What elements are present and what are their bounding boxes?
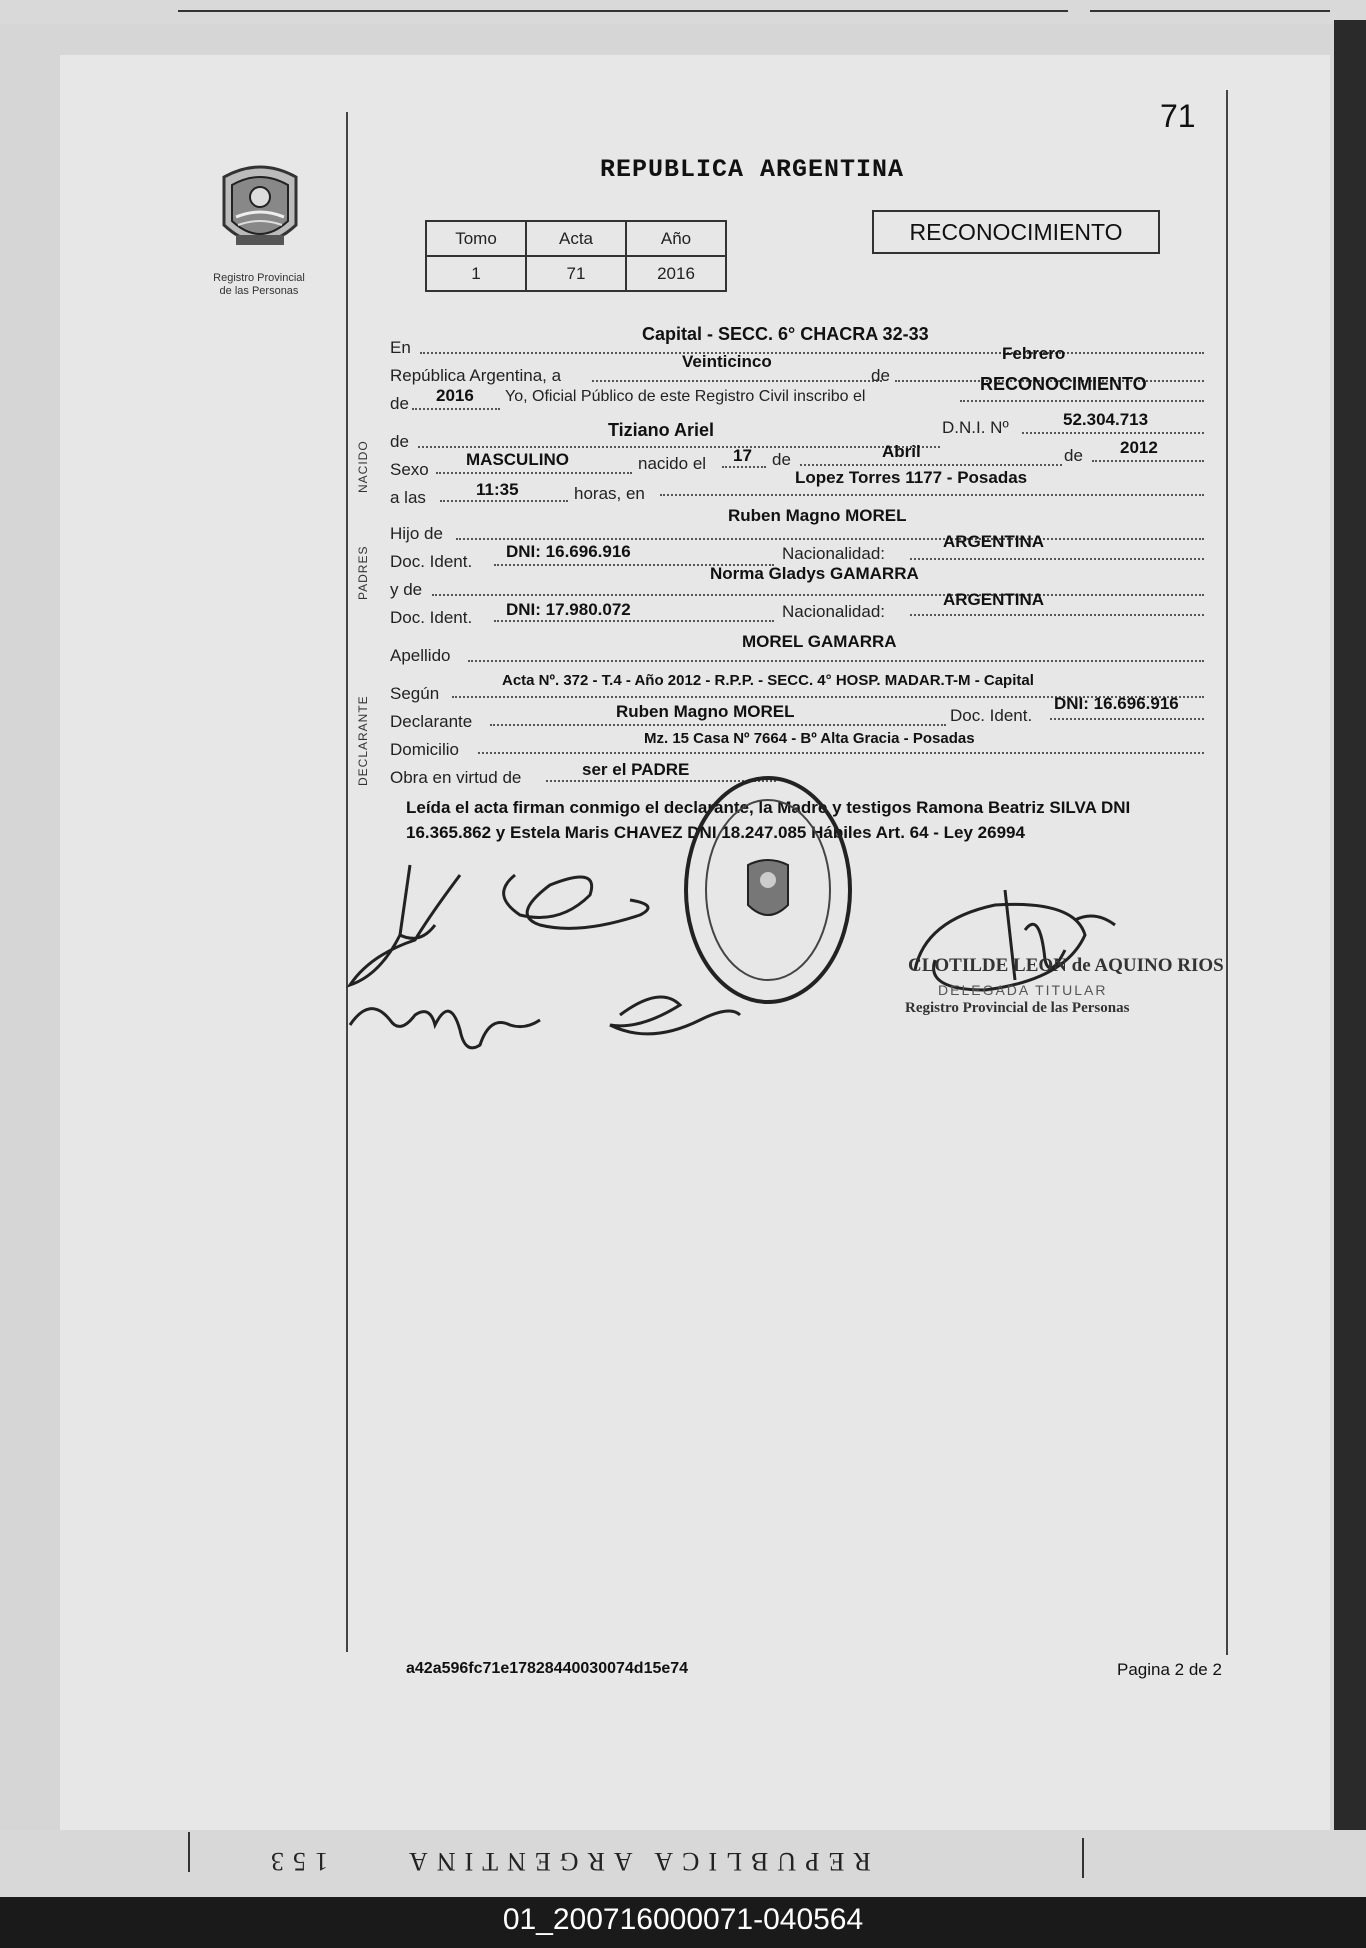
emblem-caption-line-1: Registro Provincial	[213, 272, 305, 284]
dotted-line	[960, 400, 1204, 402]
dotted-line	[494, 620, 774, 622]
label-de4: de	[772, 450, 791, 469]
value-en: Capital - SECC. 6° CHACRA 32-33	[642, 324, 929, 344]
label-doc1: Doc. Ident.	[390, 552, 473, 571]
record-type-box: RECONOCIMIENTO	[872, 210, 1160, 254]
label-de2: de	[390, 394, 409, 413]
dotted-line	[418, 446, 940, 448]
next-page-title: REPUBLICA ARGENTINA	[400, 1847, 871, 1876]
label-de5: de	[1064, 446, 1083, 465]
value-apellido: MOREL GAMARRA	[742, 632, 897, 651]
label-dni: D.N.I. Nº	[942, 418, 1009, 437]
scan-shadow	[1334, 20, 1366, 1840]
label-doc2: Doc. Ident.	[390, 608, 473, 627]
side-label-nacido: NACIDO	[356, 440, 370, 493]
dotted-line	[910, 558, 1204, 560]
label-yo: Yo, Oficial Público de este Registro Civil inscribo el	[505, 388, 866, 405]
file-identifier: 01_200716000071-040564	[502, 1903, 864, 1936]
record-table	[425, 220, 727, 292]
dotted-line	[660, 494, 1204, 496]
label-declarante: Declarante	[390, 712, 473, 731]
header-anio: Año	[626, 221, 726, 256]
next-page-number: 153	[262, 1847, 328, 1876]
value-father-nat: ARGENTINA	[943, 532, 1045, 551]
dotted-line	[490, 724, 946, 726]
value-year: 2016	[436, 386, 474, 405]
dotted-line	[592, 380, 882, 382]
document-title: REPUBLICA ARGENTINA	[600, 155, 905, 184]
label-nac2: Nacionalidad:	[782, 602, 886, 621]
dotted-line	[722, 466, 766, 468]
next-page-mark-right	[1082, 1838, 1084, 1878]
label-segun: Según	[390, 684, 440, 703]
pagination: Pagina 2 de 2	[1117, 1660, 1222, 1679]
value-acta: 71	[526, 256, 626, 291]
label-obra: Obra en virtud de	[390, 768, 522, 787]
page-number: 71	[1160, 98, 1196, 134]
next-page-mark	[188, 1832, 190, 1872]
official-office: Registro Provincial de las Personas	[905, 1000, 1130, 1016]
label-doc3: Doc. Ident.	[950, 706, 1033, 725]
header-acta: Acta	[526, 221, 626, 256]
dotted-line	[468, 660, 1204, 662]
value-father-doc: DNI: 16.696.916	[506, 542, 631, 561]
label-yde: y de	[390, 580, 423, 599]
label-en: En	[390, 338, 411, 357]
dotted-line	[420, 352, 1204, 354]
label-nac1: Nacionalidad:	[782, 544, 886, 563]
value-birth-time: 11:35	[476, 480, 519, 499]
value-birth-month: Abril	[882, 442, 921, 461]
side-label-padres: PADRES	[356, 545, 370, 600]
label-apellido: Apellido	[390, 646, 451, 665]
record-table-header	[426, 221, 726, 256]
label-hijo: Hijo de	[390, 524, 443, 543]
value-birth-day: 17	[733, 446, 752, 465]
dotted-line	[440, 500, 568, 502]
dotted-line	[432, 594, 1204, 596]
dotted-line	[478, 752, 1204, 754]
label-nacido: nacido el	[638, 454, 707, 473]
value-anio: 2016	[626, 256, 726, 291]
value-day: Veinticinco	[682, 352, 772, 371]
value-declarante-doc: DNI: 16.696.916	[1054, 694, 1179, 713]
official-seal-icon	[678, 770, 858, 1010]
dotted-line	[1050, 718, 1204, 720]
dotted-line	[1022, 432, 1204, 434]
label-republica: República Argentina, a	[390, 366, 562, 385]
dotted-line	[1092, 460, 1204, 462]
value-declarante: Ruben Magno MOREL	[616, 702, 795, 721]
label-de3: de	[390, 432, 409, 451]
header-tomo: Tomo	[426, 221, 526, 256]
dotted-line	[456, 538, 1204, 540]
value-sexo: MASCULINO	[466, 450, 569, 469]
dotted-line	[910, 614, 1204, 616]
official-name: CLOTILDE LEON de AQUINO RIOS	[908, 955, 1224, 976]
record-table-row	[426, 256, 726, 291]
official-role: DELEGADA TITULAR	[938, 982, 1108, 998]
value-mother-doc: DNI: 17.980.072	[506, 600, 631, 619]
side-label-declarante: DECLARANTE	[356, 695, 370, 786]
value-domicilio: Mz. 15 Casa Nº 7664 - Bº Alta Gracia - Posadas	[644, 730, 975, 747]
value-mother-nat: ARGENTINA	[943, 590, 1045, 609]
dotted-line	[800, 464, 1062, 466]
value-birth-place: Lopez Torres 1177 - Posadas	[795, 468, 1028, 487]
value-dni: 52.304.713	[1063, 410, 1149, 429]
closing-paragraph: Leída el acta firman conmigo el declarante, la Madre y testigos Ramona Beatriz SILVA DNI 16.365.862 y Estela Maris CHAVEZ DNI 18.247.085 Hábiles Art. 64 - Ley 26994	[406, 798, 1131, 842]
label-horas: horas, en	[574, 484, 645, 503]
label-domicilio: Domicilio	[390, 740, 459, 759]
value-tomo: 1	[426, 256, 526, 291]
dotted-line	[412, 408, 500, 410]
label-de: de	[871, 366, 890, 385]
value-name: Tiziano Ariel	[608, 420, 715, 440]
document-hash: a42a596fc71e17828440030074d15e74	[406, 1660, 689, 1677]
right-margin-line	[1226, 90, 1228, 1655]
provincial-emblem-icon	[210, 155, 310, 265]
value-segun: Acta Nº. 372 - T.4 - Año 2012 - R.P.P. - SECC. 4° HOSP. MADAR.T-M - Capital	[502, 672, 1034, 689]
value-inscribo: RECONOCIMIENTO	[980, 374, 1147, 394]
value-mother-name: Norma Gladys GAMARRA	[710, 564, 919, 583]
label-alas: a las	[390, 488, 426, 507]
previous-sheet-rule-right	[1090, 10, 1330, 12]
dotted-line	[436, 472, 632, 474]
emblem-caption-line-2: de las Personas	[219, 285, 299, 297]
value-month: Febrero	[1002, 344, 1066, 363]
value-birth-year: 2012	[1120, 438, 1158, 457]
label-sexo: Sexo	[390, 460, 429, 479]
emblem-caption	[196, 272, 322, 298]
value-father-name: Ruben Magno MOREL	[728, 506, 907, 525]
value-obra: ser el PADRE	[582, 760, 690, 779]
previous-sheet-rule	[178, 10, 1068, 12]
